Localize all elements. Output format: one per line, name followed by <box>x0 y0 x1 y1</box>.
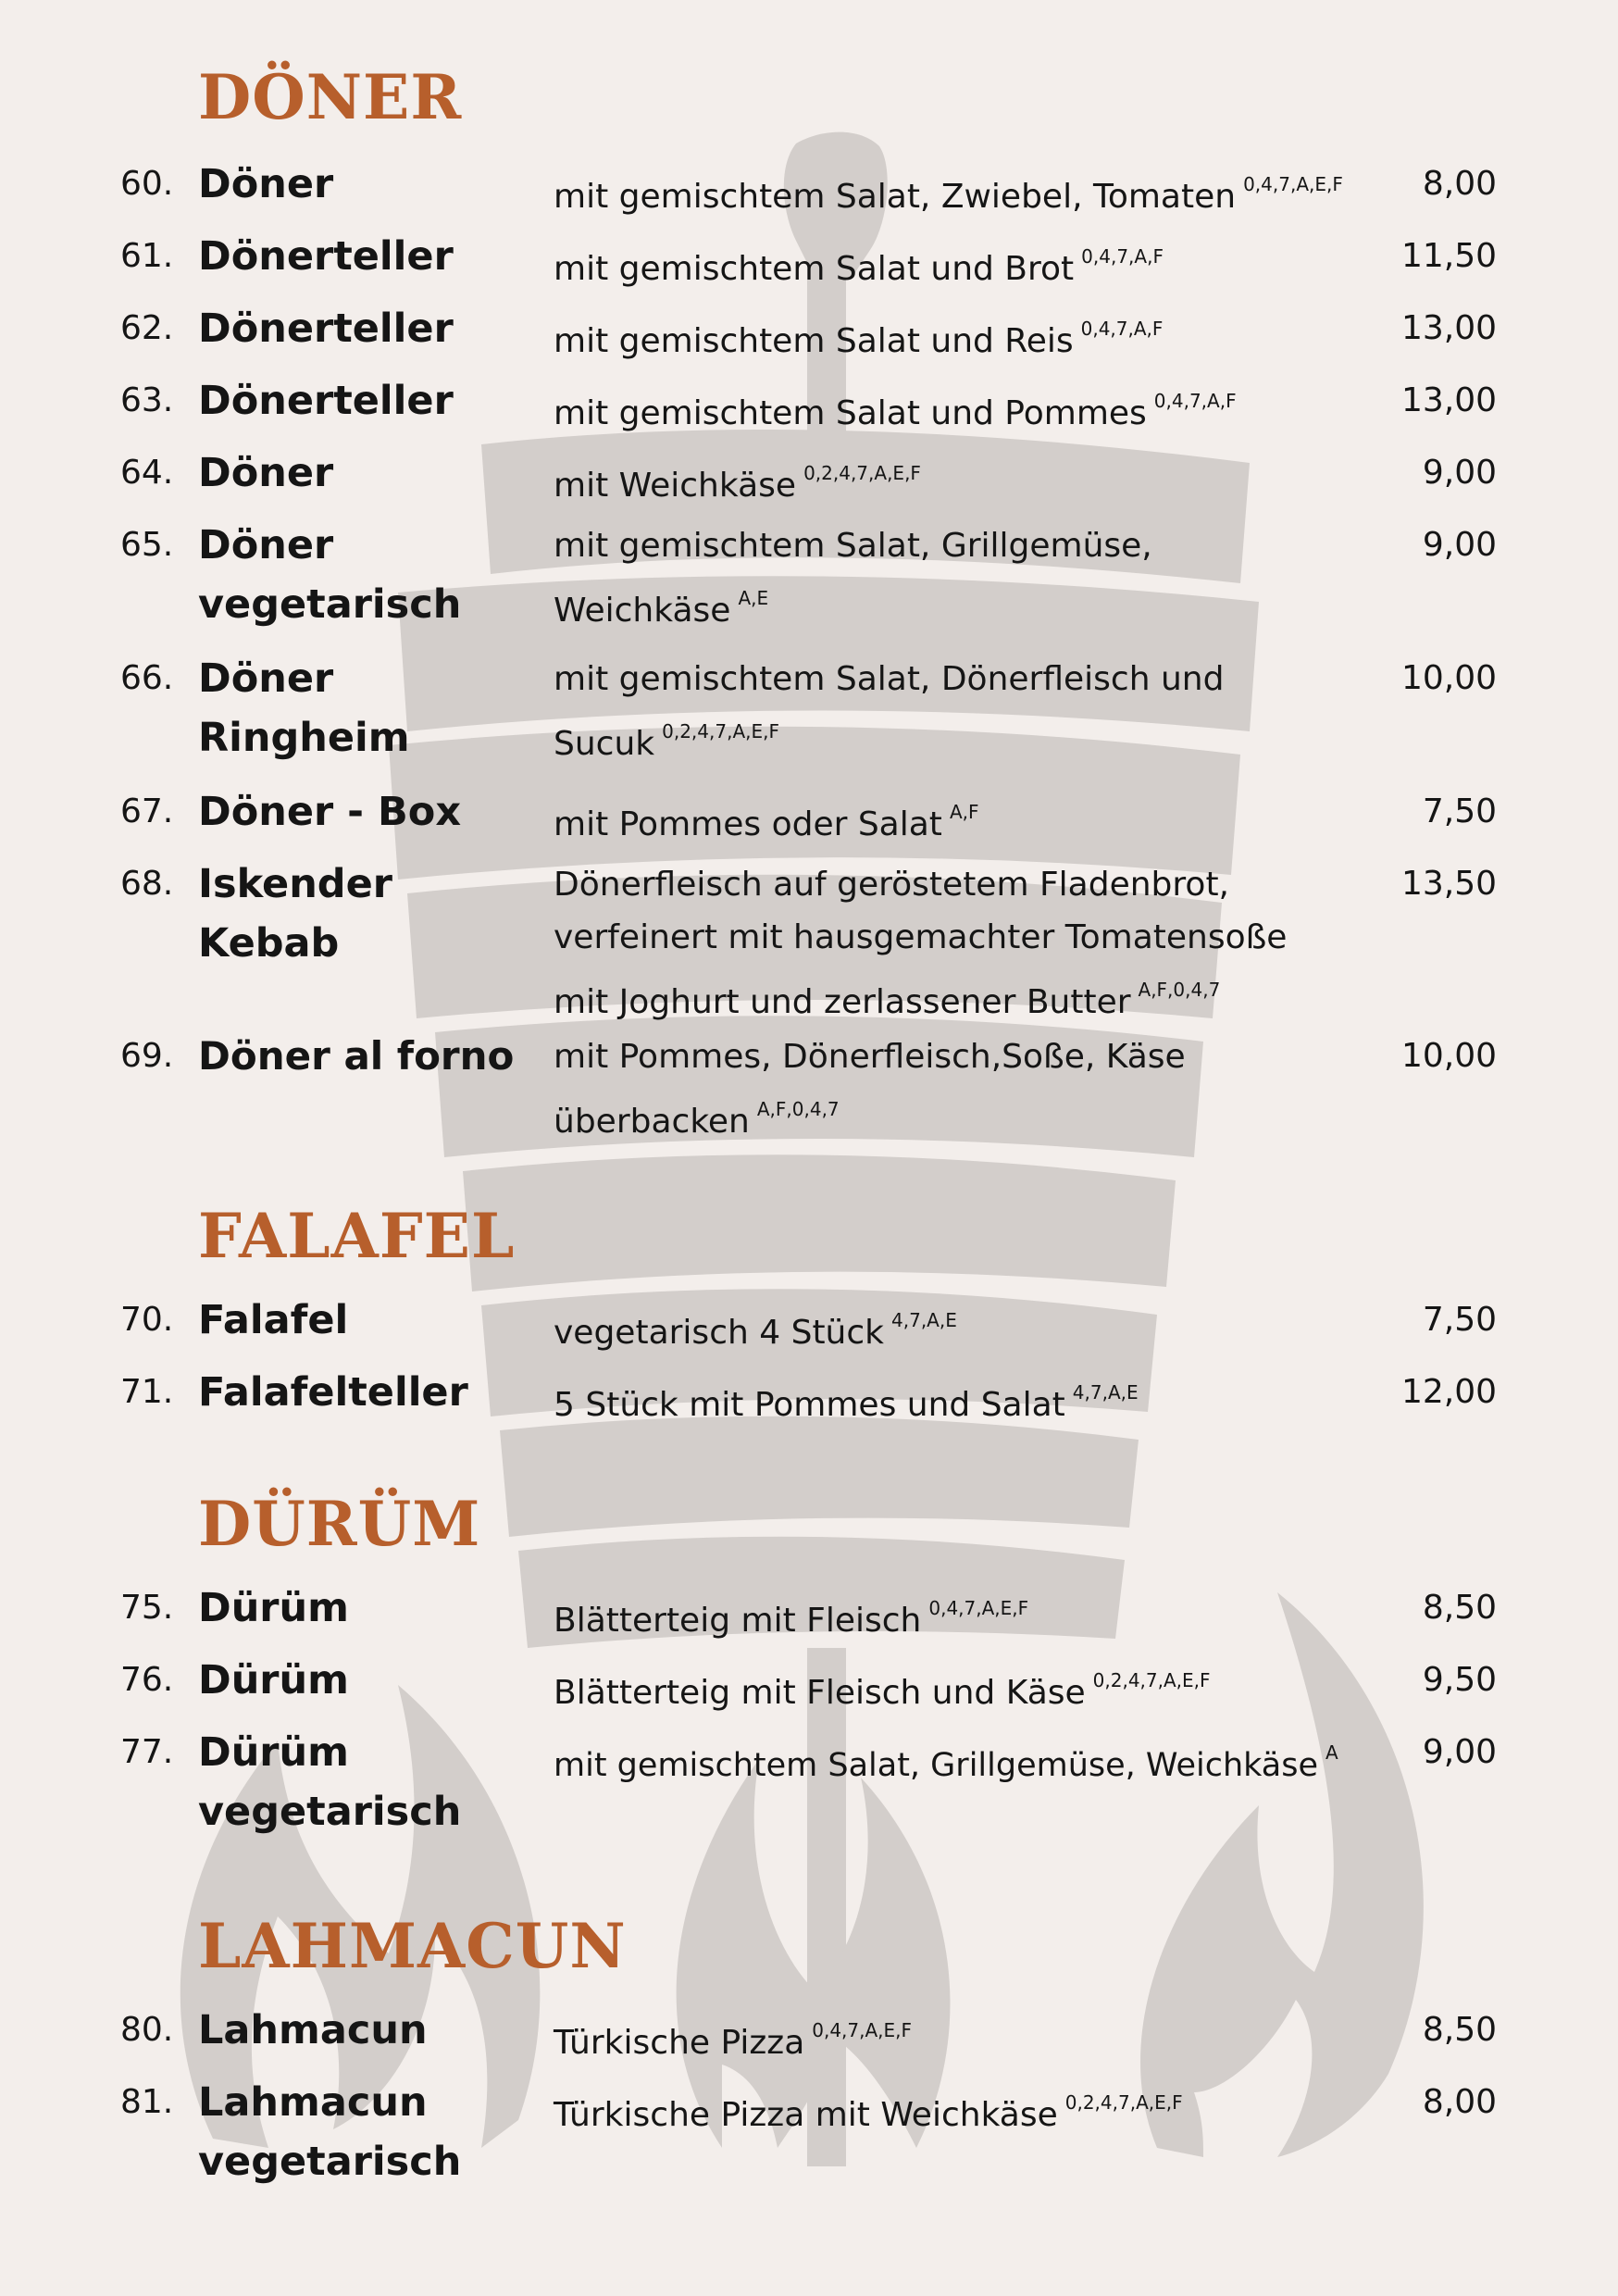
item-price: 8,00 <box>1422 2083 1497 2121</box>
item-description <box>554 786 1387 851</box>
item-price: 10,00 <box>1400 659 1497 697</box>
item-name: Döner al forno <box>198 1033 515 1079</box>
item-allergens: 0,2,4,7,A,E,F <box>662 720 779 742</box>
item-description-text: mit Pommes oder Salat <box>554 805 942 843</box>
item-allergens: 4,7,A,E <box>891 1309 957 1331</box>
meat-layer-8 <box>500 1416 1139 1537</box>
item-description <box>554 1727 1405 1792</box>
item-number: 81. <box>120 2083 174 2121</box>
item-description <box>554 447 1387 512</box>
item-name: Döner <box>198 161 334 207</box>
item-name: Dürüm <box>198 1585 349 1631</box>
item-description <box>554 858 1313 1029</box>
item-number: 70. <box>120 1301 174 1339</box>
item-price: 11,50 <box>1400 237 1497 275</box>
item-number: 76. <box>120 1661 174 1699</box>
item-number: 64. <box>120 454 174 492</box>
section-title-falafel: FALAFEL <box>198 1200 516 1272</box>
item-description-text: Türkische Pizza <box>554 2024 805 2062</box>
item-allergens: 4,7,A,E <box>1072 1381 1139 1404</box>
item-description-text: 5 Stück mit Pommes und Salat <box>554 1386 1065 1424</box>
item-description <box>554 519 1201 637</box>
item-description <box>554 2077 1387 2141</box>
item-description-text: Blätterteig mit Fleisch und Käse <box>554 1674 1086 1712</box>
item-allergens: 0,2,4,7,A,E,F <box>803 462 921 484</box>
item-description-text: mit gemischtem Salat und Reis <box>554 322 1074 360</box>
item-number: 71. <box>120 1373 174 1411</box>
item-description <box>554 1366 1387 1431</box>
item-price: 9,00 <box>1422 454 1497 492</box>
item-price: 13,50 <box>1400 865 1497 903</box>
item-price: 9,50 <box>1422 1661 1497 1699</box>
item-allergens: 0,4,7,A,E,F <box>928 1597 1029 1619</box>
item-number: 77. <box>120 1733 174 1771</box>
section-title-dueruem: DÜRÜM <box>198 1488 481 1560</box>
item-price: 8,50 <box>1422 1589 1497 1627</box>
item-number: 65. <box>120 526 174 564</box>
item-allergens: 0,4,7,A,F <box>1080 318 1164 340</box>
item-name: Dürüm <box>198 1657 349 1703</box>
item-price: 10,00 <box>1400 1037 1497 1075</box>
item-number: 75. <box>120 1589 174 1627</box>
item-description-text: mit gemischtem Salat und Brot <box>554 250 1075 288</box>
item-allergens: 0,4,7,A,F <box>1081 245 1164 268</box>
item-name: Döner - Box <box>198 789 462 835</box>
item-description <box>554 653 1368 770</box>
item-description-text: mit Weichkäse <box>554 467 797 505</box>
item-name: Döner vegetarisch <box>198 522 462 628</box>
item-number: 61. <box>120 237 174 275</box>
item-number: 60. <box>120 165 174 203</box>
item-allergens: A <box>1326 1741 1338 1764</box>
meat-layer-6 <box>463 1154 1176 1292</box>
item-name: Dürüm vegetarisch <box>198 1729 462 1835</box>
item-allergens: 0,2,4,7,A,E,F <box>1092 1669 1211 1691</box>
item-name: Döner Ringheim <box>198 655 410 761</box>
item-number: 66. <box>120 659 174 697</box>
item-number: 62. <box>120 309 174 347</box>
item-name: Dönerteller <box>198 378 454 424</box>
item-price: 8,50 <box>1422 2011 1497 2049</box>
item-description <box>554 1030 1257 1148</box>
item-description <box>554 158 1387 223</box>
item-name: Döner <box>198 450 334 496</box>
item-number: 80. <box>120 2011 174 2049</box>
item-allergens: A,F,0,4,7 <box>756 1098 840 1120</box>
item-name: Iskender Kebab <box>198 861 392 967</box>
item-price: 9,00 <box>1422 526 1497 564</box>
item-description <box>554 1654 1387 1719</box>
item-price: 7,50 <box>1422 1301 1497 1339</box>
item-description-text: Dönerfleisch auf geröstetem Fladenbrot, verfeinert mit hausgemachter Tomatensoße mit Joghurt und zerlassener Butter <box>554 866 1288 1021</box>
item-name: Dönerteller <box>198 306 454 352</box>
item-price: 7,50 <box>1422 792 1497 830</box>
item-description-text: mit gemischtem Salat und Pommes <box>554 394 1147 432</box>
item-price: 12,00 <box>1400 1373 1497 1411</box>
item-description <box>554 303 1387 368</box>
item-description-text: mit gemischtem Salat, Dönerfleisch und Sucuk <box>554 660 1225 763</box>
item-description-text: mit Pommes, Dönerfleisch,Soße, Käse überbacken <box>554 1038 1186 1141</box>
item-number: 68. <box>120 865 174 903</box>
item-price: 13,00 <box>1400 381 1497 419</box>
item-description <box>554 1582 1387 1647</box>
section-title-doener: DÖNER <box>198 61 463 133</box>
item-allergens: 0,4,7,A,E,F <box>812 2019 913 2041</box>
item-description <box>554 375 1387 440</box>
item-name: Lahmacun vegetarisch <box>198 2079 462 2185</box>
item-allergens: A,E <box>738 587 769 609</box>
item-name: Dönerteller <box>198 233 454 280</box>
item-name: Falafel <box>198 1297 349 1343</box>
item-allergens: 0,4,7,A,F <box>1153 390 1237 412</box>
item-allergens: A,F,0,4,7 <box>1138 979 1221 1001</box>
item-description-text: vegetarisch 4 Stück <box>554 1314 885 1352</box>
item-number: 63. <box>120 381 174 419</box>
item-description <box>554 1294 1387 1359</box>
item-number: 67. <box>120 792 174 830</box>
item-description-text: mit gemischtem Salat, Zwiebel, Tomaten <box>554 178 1237 216</box>
item-allergens: A,F <box>949 801 979 823</box>
item-number: 69. <box>120 1037 174 1075</box>
section-title-lahmacun: LAHMACUN <box>198 1910 627 1982</box>
item-price: 13,00 <box>1400 309 1497 347</box>
item-allergens: 0,4,7,A,E,F <box>1243 173 1343 195</box>
item-price: 8,00 <box>1422 165 1497 203</box>
item-description <box>554 2004 1387 2069</box>
item-name: Falafelteller <box>198 1369 468 1416</box>
item-name: Lahmacun <box>198 2007 428 2053</box>
item-description <box>554 231 1387 295</box>
item-description-text: Türkische Pizza mit Weichkäse <box>554 2096 1058 2134</box>
item-price: 9,00 <box>1422 1733 1497 1771</box>
item-allergens: 0,2,4,7,A,E,F <box>1064 2091 1183 2114</box>
item-description-text: mit gemischtem Salat, Grillgemüse, Weichkäse <box>554 527 1152 630</box>
item-description-text: Blätterteig mit Fleisch <box>554 1602 922 1640</box>
item-description-text: mit gemischtem Salat, Grillgemüse, Weichkäse <box>554 1747 1319 1784</box>
